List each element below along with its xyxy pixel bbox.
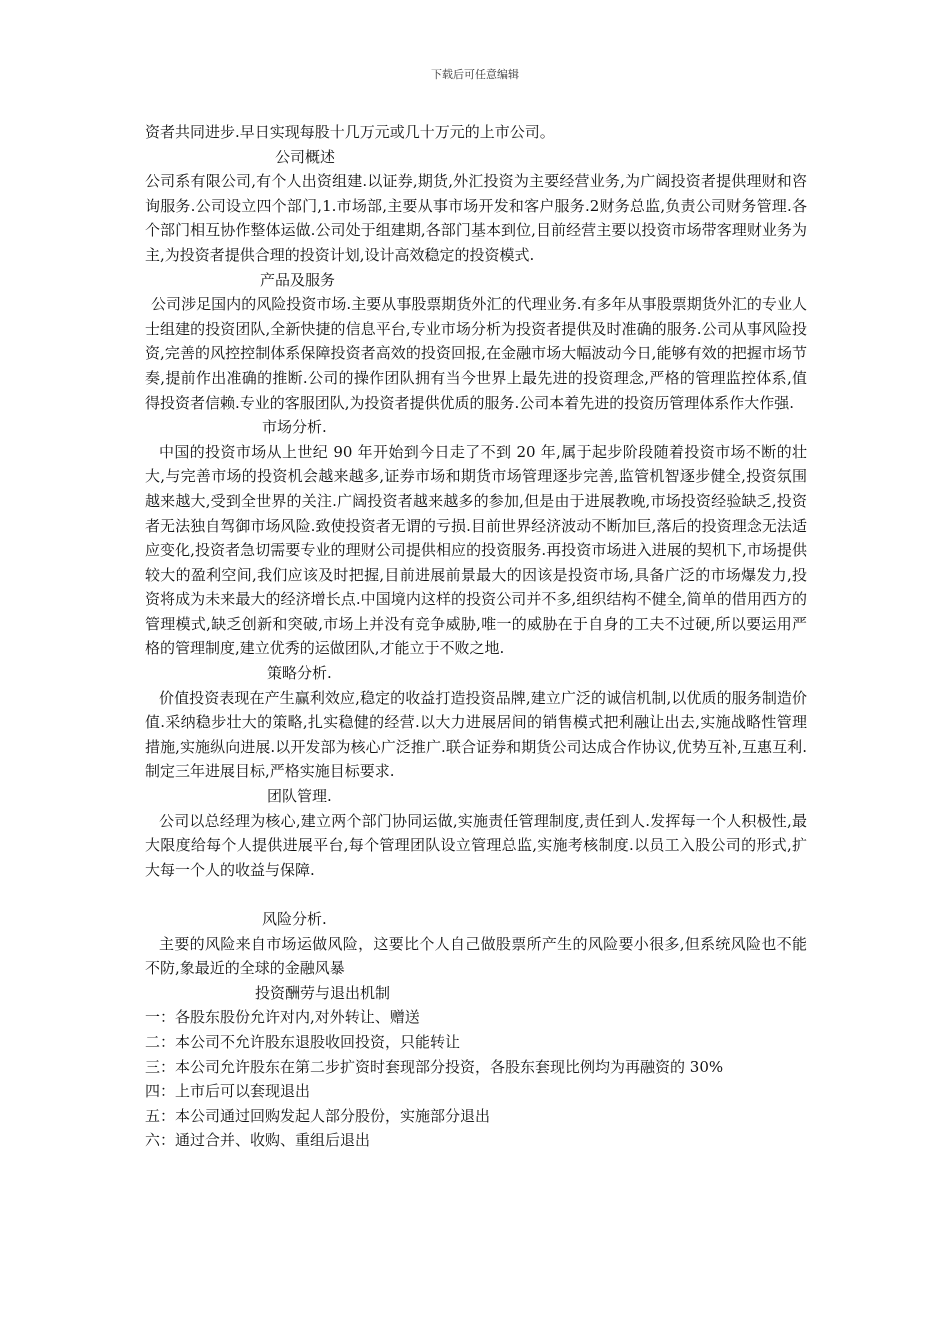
section-title-exit: 投资酬劳与退出机制 [255, 983, 391, 1002]
section-title-team: 团队管理. [267, 787, 332, 806]
blank-line [145, 882, 807, 907]
exit-list-item: 六：通过合并、收购、重组后退出 [145, 1131, 371, 1150]
section-title-market: 市场分析. [262, 418, 327, 437]
exit-list-item: 二：本公司不允许股东退股收回投资，只能转让 [145, 1032, 461, 1051]
section-body-risk: 主要的风险来自市场运做风险，这要比个人自己做股票所产生的风险要小很多,但系统风险也不能不防,象最近的全球的金融风暴 [145, 934, 807, 978]
section-title-products: 产品及服务 [260, 270, 336, 289]
exit-list-item: 五：本公司通过回购发起人部分股份，实施部分退出 [145, 1106, 491, 1125]
section-body-strategy: 价值投资表现在产生赢利效应,稳定的收益打造投资品牌,建立广泛的诚信机制,以优质的服务制造价值.采纳稳步壮大的策略,扎实稳健的经营.以大力进展居间的销售模式把利融让出去,实施战略性管理措施,实施纵向进展.以开发部为核心广泛推广.联合证券和期货公司达成合作协议,优势互补,互惠互利.制定三年进展目标,严格实施目标要求. [145, 688, 807, 781]
section-title-risk: 风险分析. [262, 910, 327, 928]
section-title-overview: 公司概述 [275, 147, 336, 166]
section-body-products: 公司涉足国内的风险投资市场.主要从事股票期货外汇的代理业务.有多年从事股票期货外汇的专业人士组建的投资团队,全新快捷的信息平台,专业市场分析为投资者提供及时准确的服务.公司从事风险投资,完善的风控控制体系保障投资者高效的投资回报,在金融市场大幅波动今日,能够有效的把握市场节奏,提前作出准确的推断.公司的操作团队拥有当今世界上最先进的投资理念,严格的管理监控体系,值得投资者信赖.专业的客服团队,为投资者提供优质的服务.公司本着先进的投资历管理体系作大作强. [145, 295, 807, 412]
exit-list-item: 四：上市后可以套现退出 [145, 1082, 311, 1101]
intro-continuation: 资者共同进步.早日实现每股十几万元或几十万元的上市公司。 [145, 123, 555, 141]
section-title-strategy: 策略分析. [267, 664, 332, 683]
section-body-market: 中国的投资市场从上世纪 90 年开始到今日走了不到 20 年,属于起步阶段随着投资市场不断的壮大,与完善市场的投资机会越来越多,证券市场和期货市场管理逐步完善,监管机智逐步健全,投资氛围越来越大,受到全世界的关注.广阔投资者越来越多的参加,但是由于进展教晚,市场投资经验缺乏,投资者无法独自驾御市场风险.致使投资者无谓的亏损.目前世界经济波动不断加巨,落后的投资理念无法适应变化,投资者急切需要专业的理财公司提供相应的投资服务.再投资市场进入进展的契机下,市场提供较大的盈利空间,我们应该及时把握,目前进展前景最大的因该是投资市场,具备广泛的市场爆发力,投资将成为未来最大的经济增长点.中国境内这样的投资公司并不多,组织结构不健全,简单的借用西方的管理模式,缺乏创新和突破,市场上并没有竞争威胁,唯一的威胁在于自身的工夫不过硬,所以要运用严格的管理制度,建立优秀的运做团队,才能立于不败之地. [145, 442, 807, 658]
section-body-overview: 公司系有限公司,有个人出资组建.以证券,期货,外汇投资为主要经营业务,为广阔投资者提供理财和咨询服务.公司设立四个部门,1.市场部,主要从事市场开发和客户服务.2财务总监,负责公司财务管理.各个部门相互协作整体运做.公司处于组建期,各部门基本到位,目前经营主要以投资市场带客理财业务为主,为投资者提供合理的投资计划,设计高效稳定的投资模式. [145, 172, 807, 264]
section-body-team: 公司以总经理为核心,建立两个部门协同运做,实施责任管理制度,责任到人.发挥每一个人积极性,最大限度给每个人提供进展平台,每个管理团队设立管理总监,实施考核制度.以员工入股公司的形式,扩大每一个人的收益与保障. [145, 811, 807, 879]
exit-list-item: 一：各股东股份允许对内,对外转让、赠送 [145, 1008, 420, 1027]
exit-list-item: 三：本公司允许股东在第二步扩资时套现部分投资，各股东套现比例均为再融资的 30% [145, 1057, 724, 1076]
document-body [145, 120, 807, 1153]
page-header-note: 下载后可任意编辑 [431, 68, 519, 81]
